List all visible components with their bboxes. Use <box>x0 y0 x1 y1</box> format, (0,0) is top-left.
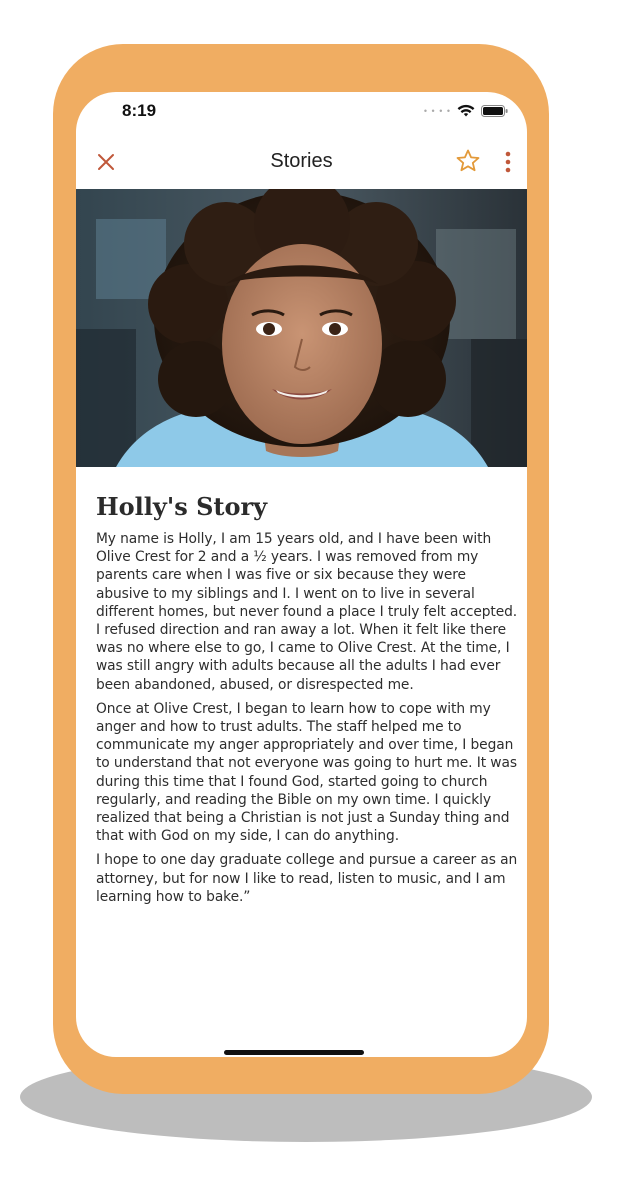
story-paragraph: I hope to one day graduate college and pursue a career as an attorney, but for now I like to read, listen to music, and I am learning how to bake.” <box>96 852 518 905</box>
star-icon[interactable] <box>455 148 481 174</box>
story-paragraph: My name is Holly, I am 15 years old, and I have been with Olive Crest for 2 and a ½ years. I was removed from my parents care when I was five or six because they were abusive to my siblings and I. I went on to live in several different homes, but never found a place I truly felt accepted. I refused direction and ran away a lot. When it felt like there was no where else to go, I came to Olive Crest. At the time, I was still angry with adults because all the adults I had ever been abandoned, abused, or disrespected me. <box>96 531 518 693</box>
status-indicators <box>424 104 509 118</box>
story-title: Holly's Story <box>96 492 268 521</box>
battery-icon <box>481 104 509 118</box>
wifi-icon <box>457 104 475 118</box>
status-time: 8:19 <box>122 101 157 120</box>
status-bar <box>76 92 527 132</box>
home-indicator[interactable] <box>224 1050 364 1055</box>
story-hero-image <box>76 189 527 467</box>
phone-screen <box>76 92 527 1057</box>
story-content <box>96 492 521 912</box>
story-paragraph: Once at Olive Crest, I began to learn how to cope with my anger and how to trust adults. The staff helped me to communicate my anger appropriately and over time, I began to understand that not everyone was going to hurt me. It was during this time that I found God, started going to church regularly, and reading the Bible on my own time. I quickly realized that being a Christian is not just a Sunday thing and that with God on my side, I can do anything. <box>96 700 517 845</box>
navigation-bar <box>76 140 527 184</box>
portrait-photo <box>76 189 527 467</box>
more-vertical-icon[interactable] <box>498 150 518 174</box>
cellular-dots-icon: • • • • <box>423 106 451 116</box>
page-title: Stories <box>270 150 333 172</box>
